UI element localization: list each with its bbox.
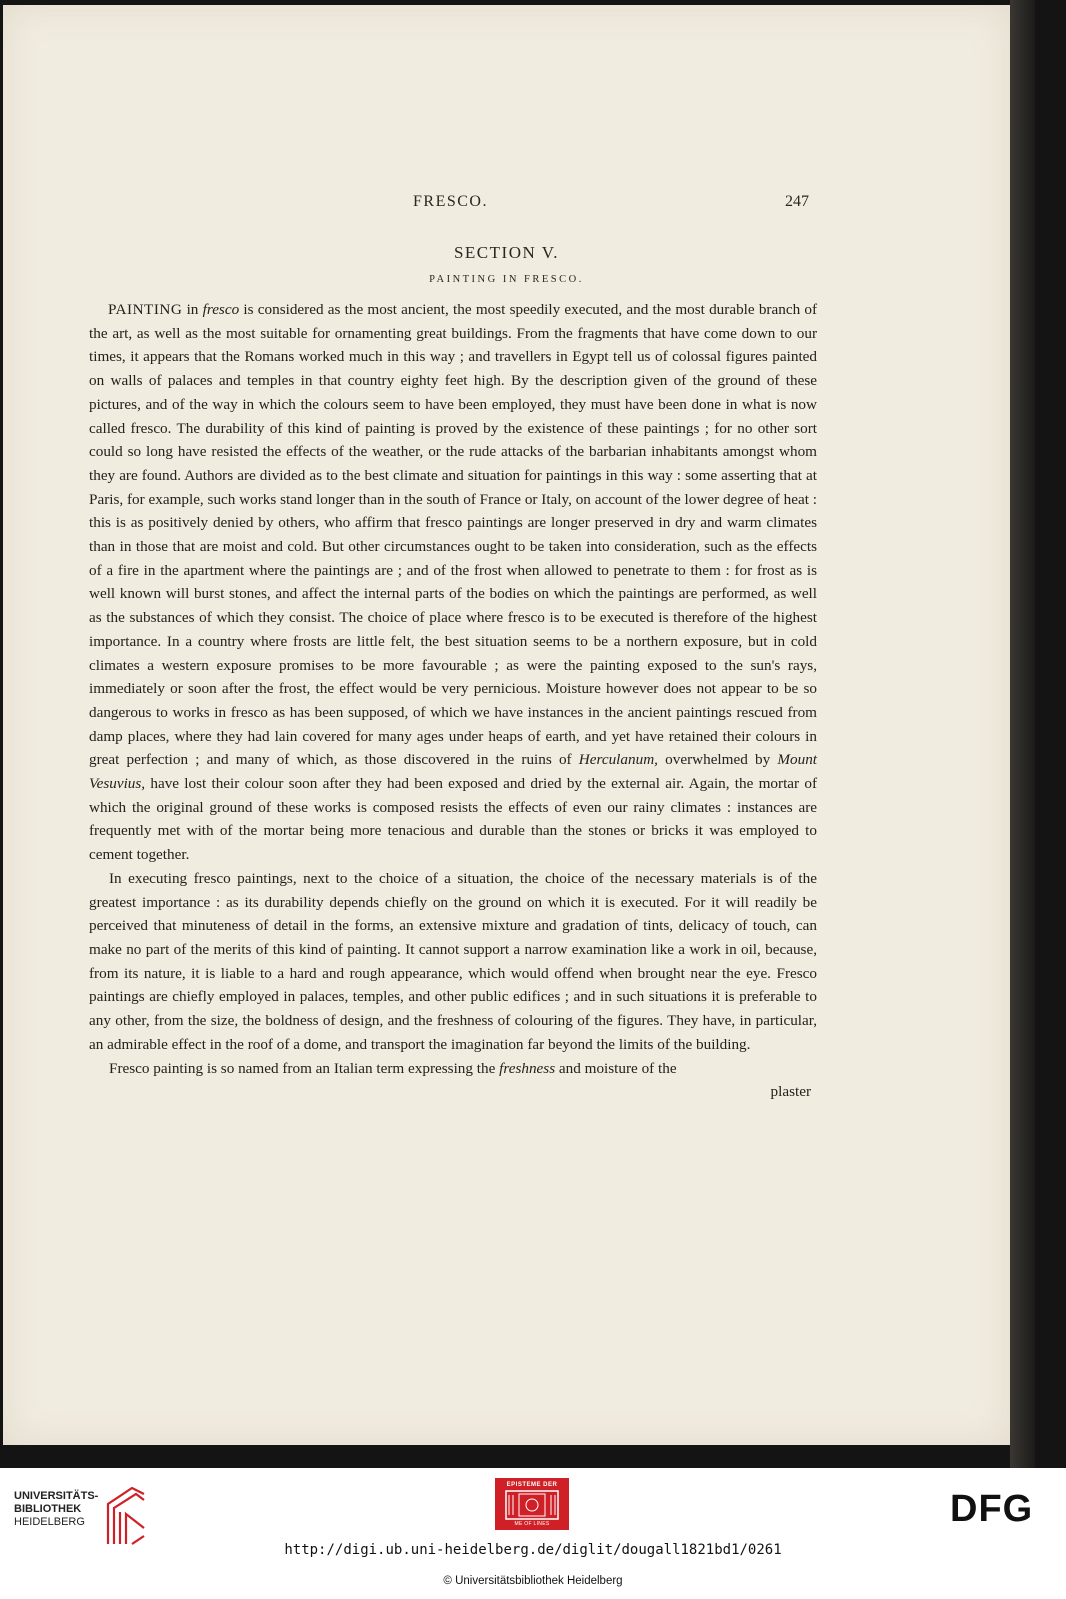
- paragraph-1-in: in: [186, 301, 199, 318]
- permalink-url[interactable]: http://digi.ub.uni-heidelberg.de/diglit/dougall1821bd1/0261: [284, 1542, 782, 1558]
- epistemes-logo[interactable]: [495, 1478, 569, 1530]
- dfg-logo[interactable]: DFG: [950, 1488, 1034, 1530]
- copyright-notice: © Universitätsbibliothek Heidelberg: [443, 1575, 623, 1587]
- page-header: [3, 193, 1010, 223]
- logo-line-2: BIBLIOTHEK: [14, 1503, 82, 1515]
- catchword-row: [89, 1080, 817, 1104]
- catchword: plaster: [770, 1083, 811, 1101]
- italic-freshness: freshness: [499, 1059, 556, 1077]
- paragraph-1: [89, 298, 817, 867]
- section-title: SECTION V.: [453, 243, 560, 262]
- epistemes-logo-top: EPISTEME DER: [506, 1482, 558, 1488]
- running-head: FRESCO.: [413, 193, 488, 210]
- epistemes-emblem-icon: [505, 1490, 559, 1520]
- paragraph-3-part2: and moisture of the: [558, 1059, 677, 1077]
- paragraph-3: [89, 1057, 817, 1081]
- logo-line-1: UNIVERSITÄTS-: [14, 1490, 99, 1502]
- logo-line-3: HEIDELBERG: [14, 1516, 85, 1528]
- epistemes-logo-bottom: ME OF LINES: [514, 1521, 550, 1527]
- page-number: 247: [785, 193, 809, 210]
- lead-word: PAINTING: [108, 301, 183, 318]
- university-library-logo[interactable]: [14, 1490, 154, 1550]
- italic-herculanum: Herculanum,: [578, 751, 658, 769]
- section-subtitle: PAINTING IN FRESCO.: [429, 274, 584, 285]
- page-edge-shadow: [1010, 0, 1035, 1468]
- paragraph-3-part1: Fresco painting is so named from an Italian term expressing the: [109, 1059, 496, 1077]
- italic-mount-vesuvius: Mount Vesuvius,: [89, 751, 818, 793]
- paragraph-1-part1: is considered as the most ancient, the most speedily executed, and the most durable branch of the art, as well as the most suitable for ornamenting great buildings. From the fragments that have come down to our times, it appears that the Romans worked much in this way ; and travellers in Egypt tell us of colossal figures painted on walls of palaces and temples in that country eighty feet high. By the description given of the ground of these pictures, and of the way in which the colours seem to have been employed, they must have been done in what is now called fresco. The durability of this kind of painting is proved by the existence of these paintings ; for no other sort could so long have resisted the effects of the weather, or the rude attacks of the barbarian inhabitants amongst whom they are found. Authors are divided as to the best climate and situation for paintings in this way : some asserting that at Paris, for example, such works stand longer than in the south of France or Italy, on account of the lower degree of heat : this is as positively denied by others, who affirm that fresco paintings are longer preserved in dry and warm climates than in those that are moist and cold. But other circumstances ought to be taken into consideration, such as the effects of a fire in the apartment where the paintings are ; and of the frost when allowed to penetrate to them : for frost as is well known will burst stones, and affect the internal parts of the bodies on which the paintings are performed, as well as the substances of which they consist. The choice of place where fresco is to be executed is therefore of the highest importance. In a country where frosts are little felt, the best situation seems to be a northern exposure, but in cold climates a western exposure promises to be more favourable ; as were the painting exposed to the sun's rays, immediately or soon after the frost, the effect would be very pernicious. Moisture however does not appear to be so dangerous to works in fresco as has been supposed, of which we have instances in the ancient paintings rescued from damp places, where they had lain covered for many ages under heaps of earth, and yet have retained their colours in great perfection ; and many of which, as those discovered in the ruins of: [89, 301, 818, 769]
- paragraph-1-part3: have lost their colour soon after they had been exposed and dried by the external air. Again, the mortar of which the original ground of these works is composed resists the effects of even our rainy climates : instances are frequently met with of the mortar being more tenacious and durable than the stones or bricks it was employed to cement together.: [89, 775, 818, 864]
- university-library-logo-text: [14, 1490, 98, 1529]
- body-text: [89, 298, 817, 1104]
- book-page: [3, 5, 1010, 1445]
- viewer-footer: [0, 1468, 1066, 1599]
- paragraph-2: In executing fresco paintings, next to the choice of a situation, the choice of the necessary materials is of the greatest importance : as its durability depends chiefly on the ground on which it is executed. For it will readily be perceived that minuteness of detail in the forms, an extensive mixture and gradation of tints, delicacy of touch, can make no part of the merits of this kind of painting. It cannot support a narrow examination like a work in oil, because, from its nature, it is liable to a hard and rough appearance, which would offend when brought near the eye. Fresco paintings are chiefly employed in palaces, temples, and other public edifices ; and in such situations it is preferable to any other, from the size, the boldness of design, and the freshness of colouring of the figures. They have, in particular, an admirable effect in the roof of a dome, and transport the imagination far beyond the limits of the building.: [89, 869, 817, 1053]
- italic-fresco: fresco: [202, 301, 240, 318]
- library-emblem-icon: [104, 1484, 148, 1546]
- paragraph-1-part2: overwhelmed by: [665, 751, 771, 769]
